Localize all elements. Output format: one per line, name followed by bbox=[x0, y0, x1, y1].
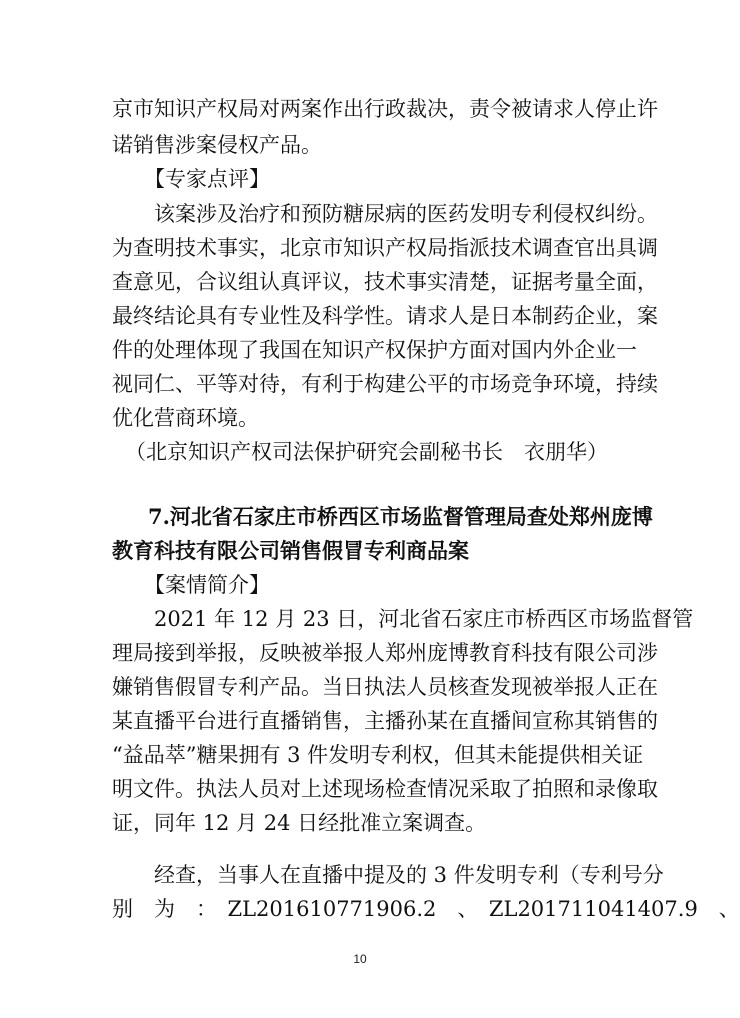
paragraph-line: 该案涉及治疗和预防糖尿病的医药发明专利侵权纠纷。 bbox=[154, 202, 658, 226]
paragraph-line: 为查明技术事实，北京市知识产权局指派技术调查官出具调 bbox=[112, 236, 658, 260]
paragraph-line: 嫌销售假冒专利产品。当日执法人员核查发现被举报人正在 bbox=[112, 675, 658, 699]
paragraph-line: 理局接到举报，反映被举报人郑州庞博教育科技有限公司涉 bbox=[112, 641, 658, 665]
paragraph-line: 经查，当事人在直播中提及的 3 件发明专利（专利号分 bbox=[154, 863, 664, 887]
paragraph-line: 证，同年 12 月 24 日经批准立案调查。 bbox=[112, 811, 487, 835]
page-number: 10 bbox=[353, 952, 367, 966]
paragraph-line: 某直播平台进行直播销售，主播孙某在直播间宣称其销售的 bbox=[112, 709, 658, 733]
paragraph-line: “益品萃”糖果拥有 3 件发明专利权，但其未能提供相关证 bbox=[112, 743, 644, 767]
paragraph-line: 视同仁、平等对待，有利于构建公平的市场竞争环境，持续 bbox=[112, 372, 658, 396]
paragraph-line: 明文件。执法人员对上述现场检查情况采取了拍照和录像取 bbox=[112, 777, 658, 801]
paragraph-line: 别 为 ： ZL201610771906.2 、 ZL201711041407.9 、 bbox=[112, 897, 740, 921]
case-title: 7.河北省石家庄市桥西区市场监督管理局查处郑州庞博 bbox=[148, 504, 653, 529]
paragraph-line: 诺销售涉案侵权产品。 bbox=[112, 133, 322, 157]
case-intro-heading: 【案情简介】 bbox=[144, 573, 270, 597]
paragraph-line: 查意见，合议组认真评议，技术事实清楚，证据考量全面， bbox=[112, 270, 658, 294]
paragraph-line: 优化营商环境。 bbox=[112, 406, 259, 430]
paragraph-line: 件的处理体现了我国在知识产权保护方面对国内外企业一 bbox=[112, 338, 637, 362]
expert-comment-heading: 【专家点评】 bbox=[144, 167, 270, 191]
paragraph-line: 京市知识产权局对两案作出行政裁决，责令被请求人停止许 bbox=[112, 97, 658, 121]
case-title: 教育科技有限公司销售假冒专利商品案 bbox=[112, 538, 469, 563]
paragraph-line: 最终结论具有专业性及科学性。请求人是日本制药企业，案 bbox=[112, 304, 658, 328]
attribution: （北京知识产权司法保护研究会副秘书长 衣朋华） bbox=[125, 440, 608, 464]
paragraph-line: 2021 年 12 月 23 日，河北省石家庄市桥西区市场监督管 bbox=[154, 607, 694, 631]
